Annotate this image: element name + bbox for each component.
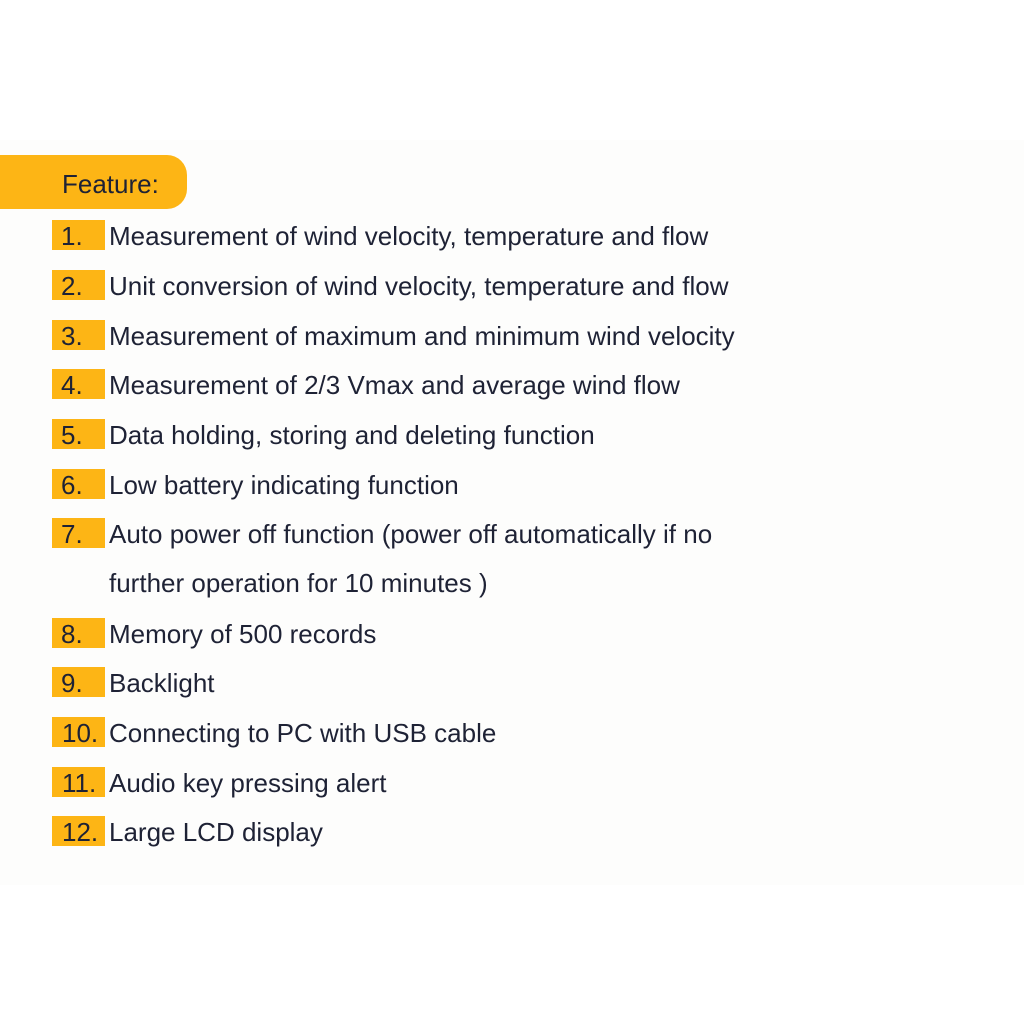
feature-number: 7. [52, 518, 105, 548]
feature-text: Data holding, storing and deleting function [109, 420, 595, 450]
feature-number: 8. [52, 618, 105, 648]
feature-text: Memory of 500 records [109, 619, 377, 649]
feature-number: 5. [52, 419, 105, 449]
feature-text: Measurement of 2/3 Vmax and average wind flow [109, 370, 680, 400]
feature-number: 10. [52, 717, 105, 747]
feature-text: Measurement of maximum and minimum wind velocity [109, 321, 735, 351]
feature-number: 11. [52, 767, 105, 797]
feature-number: 4. [52, 369, 105, 399]
feature-header-label: Feature: [62, 169, 159, 199]
feature-text: Large LCD display [109, 817, 323, 847]
feature-number: 3. [52, 320, 105, 350]
feature-text: Measurement of wind velocity, temperature and flow [109, 221, 709, 251]
feature-number: 9. [52, 667, 105, 697]
feature-text: Connecting to PC with USB cable [109, 718, 497, 748]
feature-number: 2. [52, 270, 105, 300]
feature-text: Auto power off function (power off automatically if no [109, 519, 713, 549]
feature-text: Audio key pressing alert [109, 768, 387, 798]
feature-text: Unit conversion of wind velocity, temperature and flow [109, 271, 729, 301]
feature-number: 1. [52, 220, 105, 250]
feature-text-continuation: further operation for 10 minutes ) [109, 568, 488, 598]
feature-number: 6. [52, 469, 105, 499]
feature-text: Low battery indicating function [109, 470, 459, 500]
feature-text: Backlight [109, 668, 215, 698]
feature-number: 12. [52, 816, 105, 846]
